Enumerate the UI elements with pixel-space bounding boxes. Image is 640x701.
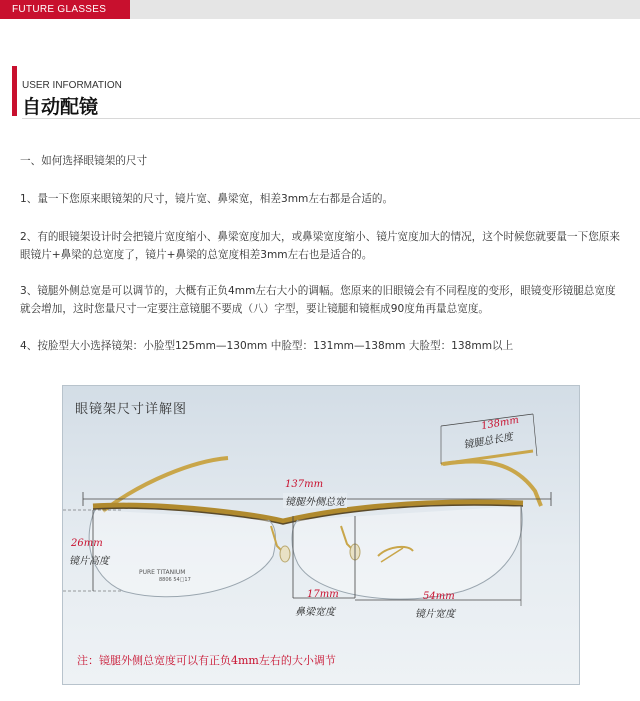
paragraph-4: 4、按脸型大小选择镜架：小脸型125mm—130mm 中脸型：131mm—138mm 大脸型：138mm以上 (20, 340, 514, 352)
bridge-width-value: 17mm (307, 589, 339, 600)
diagram-title: 眼镜架尺寸详解图 (75, 402, 188, 417)
section-divider (22, 118, 640, 119)
lens-print-line1: PURE TITANIUM (139, 569, 186, 576)
lens-height-value: 26mm (71, 538, 103, 549)
lens-width-label: 镜片宽度 (415, 609, 455, 620)
section-title-en: USER INFORMATION (22, 80, 122, 91)
lens-print-line2: 8806 54□17 (159, 577, 191, 583)
frame-size-diagram (62, 385, 580, 685)
total-width-label: 镜腿外侧总宽 (283, 493, 347, 508)
brand-tag: FUTURE GLASSES (0, 0, 130, 19)
temple-length-value: 138mm (480, 414, 520, 433)
paragraph-heading: 一、如何选择眼镜架的尺寸 (20, 155, 148, 167)
section-accent-bar (12, 66, 17, 116)
lens-height-label: 镜片高度 (69, 556, 109, 567)
lens-width-value: 54mm (423, 591, 455, 602)
paragraph-3: 3、镜腿外侧总宽是可以调节的，大概有正负4mm左右大小的调幅。您原来的旧眼镜会有不同程度的变形，眼镜变形镜腿总宽度就会增加，这时您量尺寸一定要注意镜腿不要成（八）字型，要让镜腿和镜框成90度角再量总宽度。 (20, 285, 616, 315)
paragraph-2: 2、有的眼镜架设计时会把镜片宽度缩小、鼻梁宽度加大，或鼻梁宽度缩小、镜片宽度加大的情况，这个时候您就要量一下您原来眼镜片+鼻梁的总宽度了，镜片+鼻梁的总宽度相差3mm左右也是适合的。 (20, 231, 620, 261)
adjustment-note: 注：镜腿外侧总宽度可以有正负4mm左右的大小调节 (77, 654, 336, 667)
top-banner (0, 0, 640, 19)
paragraph-1: 1、量一下您原来眼镜架的尺寸，镜片宽、鼻梁宽，相差3mm左右都是合适的。 (20, 193, 394, 205)
bridge-width-label: 鼻梁宽度 (295, 607, 335, 618)
section-title: 自动配镜 (22, 96, 99, 118)
total-width-value: 137mm (285, 479, 324, 490)
temple-length-label: 镜腿总长度 (462, 431, 514, 452)
